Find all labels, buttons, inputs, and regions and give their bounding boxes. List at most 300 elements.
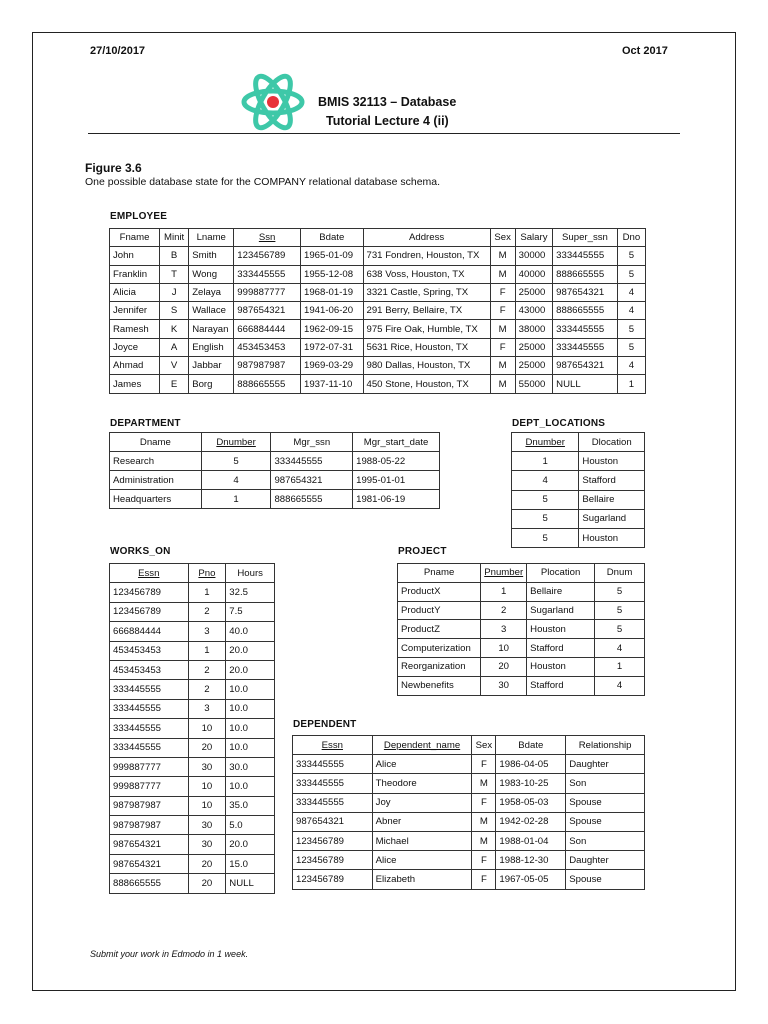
table-cell: F [490,302,515,320]
table-cell: Houston [527,620,595,639]
table-cell: 1 [188,641,226,660]
table-cell: Stafford [527,676,595,695]
table-row [110,835,275,854]
course-title: BMIS 32113 – Database [318,95,457,109]
column-header [110,229,160,247]
table-cell: Abner [372,812,472,831]
table-cell: 999887777 [234,283,301,301]
table-cell: 987654321 [553,283,618,301]
table-row [398,639,645,658]
table-row [110,874,275,893]
table-cell: Ramesh [110,320,160,338]
table-cell: 291 Berry, Bellaire, TX [363,302,490,320]
table-cell: 123456789 [293,870,373,889]
table-cell: Son [566,831,645,850]
column-header [363,229,490,247]
column-header-label: Ssn [258,232,276,244]
table-cell: Daughter [566,755,645,774]
table-cell: Michael [372,831,472,850]
table-cell: 1986-04-05 [496,755,566,774]
table-cell: Reorganization [398,657,481,676]
table-cell: 30.0 [226,757,275,776]
table-cell: 888665555 [110,874,189,893]
table-row [293,870,645,889]
table-cell: 450 Stone, Houston, TX [363,375,490,393]
table-row [512,490,645,509]
table-cell: 987654321 [110,854,189,873]
column-header-label: Pnumber [484,567,524,579]
table-cell: 30 [188,757,226,776]
table-cell: 1995-01-01 [353,471,440,490]
works-on-table-name: WORKS_ON [110,546,171,557]
table-row [512,509,645,528]
column-header [553,229,618,247]
table-cell: 5 [512,490,579,509]
column-header [515,229,553,247]
column-header [372,736,472,755]
table-cell: 1988-05-22 [353,452,440,471]
table-cell: 3 [188,622,226,641]
table-cell: 5 [512,528,579,547]
table-cell: F [472,793,496,812]
table-cell: 987654321 [110,835,189,854]
table-cell: Joyce [110,338,160,356]
table-cell: Jennifer [110,302,160,320]
column-header-label: Sex [475,739,493,751]
table-cell: 333445555 [110,738,189,757]
table-cell: 888665555 [271,490,353,509]
table-cell: 30 [481,676,527,695]
table-cell: 5.0 [226,816,275,835]
table-cell: 333445555 [293,793,373,812]
table-cell: 5 [512,509,579,528]
table-cell: M [490,265,515,283]
table-cell: M [472,831,496,850]
dept-locations-table [511,432,645,548]
table-cell: 5 [617,247,645,265]
table-cell: 987987987 [110,816,189,835]
table-row [110,375,646,393]
table-cell: 10 [188,719,226,738]
table-row [110,719,275,738]
table-cell: Spouse [566,812,645,831]
table-row [110,680,275,699]
table-cell: Alice [372,851,472,870]
employee-header-row [110,229,646,247]
table-cell: 1 [595,657,645,676]
table-cell: M [490,375,515,393]
works-on-table [109,563,275,894]
table-cell: Research [110,452,202,471]
column-header-label: Salary [520,232,548,244]
column-header-label: Sex [494,232,511,244]
table-cell: 333445555 [293,774,373,793]
header-rule [88,133,680,134]
table-cell: 55000 [515,375,553,393]
table-row [110,471,440,490]
table-cell: 32.5 [226,583,275,602]
table-cell: 999887777 [110,777,189,796]
table-row [110,854,275,873]
table-cell: F [472,870,496,889]
table-cell: 30 [188,835,226,854]
table-cell: 333445555 [110,680,189,699]
column-header [579,433,645,452]
department-header-row [110,433,440,452]
column-header-label: Dnumber [216,436,256,448]
table-cell: 4 [617,302,645,320]
table-cell: 453453453 [234,338,301,356]
table-cell: 20 [188,874,226,893]
table-cell: M [490,320,515,338]
table-row [512,452,645,471]
table-row [110,622,275,641]
table-cell: 10.0 [226,777,275,796]
table-cell: 1 [512,452,579,471]
table-cell: 333445555 [271,452,353,471]
table-cell: 1988-12-30 [496,851,566,870]
table-cell: 5 [201,452,271,471]
table-row [293,851,645,870]
table-cell: Sugarland [579,509,645,528]
table-cell: 987654321 [271,471,353,490]
table-row [110,660,275,679]
column-header [201,433,271,452]
table-cell: 453453453 [110,641,189,660]
table-cell: 30000 [515,247,553,265]
column-header [472,736,496,755]
table-cell: James [110,375,160,393]
table-cell: 35.0 [226,796,275,815]
column-header [189,229,234,247]
table-cell: 1969-03-29 [300,357,363,375]
table-cell: E [160,375,189,393]
column-header [110,433,202,452]
table-row [110,357,646,375]
column-header-label: Plocation [540,567,581,579]
table-row [293,793,645,812]
column-header-label: Dname [139,436,171,448]
column-header-label: Dnumber [525,436,565,448]
column-header [353,433,440,452]
column-header [490,229,515,247]
column-header-label: Mgr_start_date [363,436,429,448]
figure-caption: One possible database state for the COMPANY relational database schema. [85,176,441,188]
table-cell: Houston [579,452,645,471]
column-header-label: Hours [237,567,263,579]
table-cell: 5 [617,320,645,338]
table-cell: 123456789 [293,831,373,850]
column-header-label: Essn [138,567,160,579]
table-cell: Newbenefits [398,676,481,695]
column-header-label: Super_ssn [562,232,608,244]
table-cell: 1983-10-25 [496,774,566,793]
table-cell: A [160,338,189,356]
table-cell: 10 [188,796,226,815]
table-cell: 5 [617,338,645,356]
table-row [110,283,646,301]
table-cell: 7.5 [226,602,275,621]
dependent-header-row [293,736,645,755]
table-cell: 975 Fire Oak, Humble, TX [363,320,490,338]
project-table-name: PROJECT [398,546,447,557]
table-cell: Narayan [189,320,234,338]
table-row [293,812,645,831]
table-cell: 20 [481,657,527,676]
table-cell: 987987987 [234,357,301,375]
table-cell: 1 [481,582,527,601]
table-cell: 2 [188,680,226,699]
table-cell: 1937-11-10 [300,375,363,393]
dept-locations-header-row [512,433,645,452]
column-header [188,564,226,583]
table-row [110,757,275,776]
table-cell: J [160,283,189,301]
table-cell: 2 [481,601,527,620]
table-cell: 1968-01-19 [300,283,363,301]
table-cell: 20 [188,738,226,757]
table-cell: 980 Dallas, Houston, TX [363,357,490,375]
table-cell: Alicia [110,283,160,301]
table-row [398,601,645,620]
table-cell: 25000 [515,357,553,375]
column-header-label: Pno [198,567,216,579]
column-header [496,736,566,755]
table-row [110,247,646,265]
column-header-label: Dlocation [591,436,632,448]
table-cell: 4 [617,283,645,301]
table-cell: NULL [553,375,618,393]
table-row [110,302,646,320]
table-cell: F [472,851,496,870]
table-cell: 1 [201,490,271,509]
table-cell: 1955-12-08 [300,265,363,283]
table-cell: 1 [617,375,645,393]
table-cell: Administration [110,471,202,490]
figure-title: Figure 3.6 [85,161,142,175]
table-cell: 888665555 [553,302,618,320]
table-cell: 20 [188,854,226,873]
table-cell: F [490,338,515,356]
table-cell: 4 [617,357,645,375]
table-cell: 10.0 [226,699,275,718]
table-row [110,320,646,338]
table-cell: V [160,357,189,375]
table-cell: Houston [527,657,595,676]
table-cell: 123456789 [293,851,373,870]
column-header-label: Bdate [518,739,544,751]
department-table-name: DEPARTMENT [110,418,181,429]
table-row [110,738,275,757]
table-cell: 333445555 [293,755,373,774]
table-row [398,582,645,601]
table-cell: 5 [617,265,645,283]
column-header-label: Essn [321,739,343,751]
table-cell: 10.0 [226,680,275,699]
column-header [595,564,645,583]
table-cell: Spouse [566,870,645,889]
table-cell: Sugarland [527,601,595,620]
table-row [110,452,440,471]
table-cell: 1988-01-04 [496,831,566,850]
column-header-label: Pname [423,567,455,579]
table-row [398,657,645,676]
column-header [527,564,595,583]
table-cell: 2 [188,602,226,621]
table-row [293,774,645,793]
column-header [160,229,189,247]
table-cell: M [472,812,496,831]
table-cell: Franklin [110,265,160,283]
table-cell: 123456789 [234,247,301,265]
column-header [293,736,373,755]
table-cell: 3 [188,699,226,718]
column-header-label: Relationship [578,739,632,751]
table-cell: 10 [188,777,226,796]
table-cell: Stafford [527,639,595,658]
table-cell: 5631 Rice, Houston, TX [363,338,490,356]
table-cell: Zelaya [189,283,234,301]
column-header [271,433,353,452]
table-cell: 987654321 [234,302,301,320]
table-cell: 888665555 [234,375,301,393]
table-cell: 453453453 [110,660,189,679]
column-header [566,736,645,755]
table-cell: 638 Voss, Houston, TX [363,265,490,283]
table-cell: 5 [595,601,645,620]
table-row [398,620,645,639]
table-cell: K [160,320,189,338]
tutorial-subtitle: Tutorial Lecture 4 (ii) [326,114,449,128]
column-header [512,433,579,452]
dept-locations-table-name: DEPT_LOCATIONS [512,418,606,429]
table-cell: Alice [372,755,472,774]
employee-table [109,228,646,394]
table-cell: John [110,247,160,265]
table-cell: Elizabeth [372,870,472,889]
dependent-table [292,735,645,890]
column-header-label: Dno [622,232,641,244]
table-cell: 333445555 [234,265,301,283]
table-row [110,796,275,815]
table-cell: 333445555 [110,699,189,718]
table-cell: Ahmad [110,357,160,375]
table-row [512,471,645,490]
table-cell: 123456789 [110,583,189,602]
table-cell: 3 [481,620,527,639]
table-row [110,265,646,283]
header-date-left: 27/10/2017 [90,45,146,57]
table-cell: Houston [579,528,645,547]
table-cell: 1962-09-15 [300,320,363,338]
table-cell: M [490,357,515,375]
column-header [234,229,301,247]
table-cell: M [490,247,515,265]
table-row [512,528,645,547]
table-cell: Jabbar [189,357,234,375]
table-cell: Daughter [566,851,645,870]
table-cell: B [160,247,189,265]
table-row [110,602,275,621]
table-cell: 1942-02-28 [496,812,566,831]
table-cell: 1981-06-19 [353,490,440,509]
table-cell: 1972-07-31 [300,338,363,356]
project-header-row [398,564,645,583]
table-cell: ProductY [398,601,481,620]
table-cell: 123456789 [110,602,189,621]
column-header-label: Fname [119,232,150,244]
table-row [110,699,275,718]
table-cell: 333445555 [110,719,189,738]
table-cell: 987987987 [110,796,189,815]
table-cell: 20.0 [226,835,275,854]
table-cell: 15.0 [226,854,275,873]
table-cell: NULL [226,874,275,893]
table-cell: 25000 [515,338,553,356]
column-header [398,564,481,583]
header-date-right: Oct 2017 [622,45,668,57]
table-cell: M [472,774,496,793]
table-cell: 1965-01-09 [300,247,363,265]
table-row [110,583,275,602]
column-header-label: Minit [163,232,185,244]
table-cell: Headquarters [110,490,202,509]
table-cell: ProductZ [398,620,481,639]
department-table [109,432,440,509]
table-row [110,490,440,509]
table-cell: Bellaire [579,490,645,509]
column-header-label: Address [408,232,445,244]
column-header [617,229,645,247]
table-cell: 38000 [515,320,553,338]
atom-logo-icon [240,70,306,134]
table-row [110,777,275,796]
table-cell: 987654321 [293,812,373,831]
table-cell: 1941-06-20 [300,302,363,320]
table-cell: 888665555 [553,265,618,283]
table-cell: 10 [481,639,527,658]
works-on-header-row [110,564,275,583]
column-header [110,564,189,583]
column-header-label: Bdate [319,232,345,244]
column-header-label: Dependent_name [383,739,461,751]
table-cell: 4 [201,471,271,490]
table-cell: 666884444 [234,320,301,338]
table-cell: English [189,338,234,356]
table-cell: 333445555 [553,338,618,356]
table-cell: 333445555 [553,320,618,338]
table-cell: 40.0 [226,622,275,641]
table-cell: 30 [188,816,226,835]
table-cell: 2 [188,660,226,679]
employee-table-name: EMPLOYEE [110,211,168,222]
dependent-table-name: DEPENDENT [293,719,357,730]
table-cell: 20.0 [226,641,275,660]
table-cell: 4 [595,676,645,695]
table-cell: 987654321 [553,357,618,375]
table-cell: Borg [189,375,234,393]
column-header [226,564,275,583]
table-cell: 5 [595,582,645,601]
table-cell: 731 Fondren, Houston, TX [363,247,490,265]
column-header [481,564,527,583]
table-row [110,816,275,835]
table-row [110,338,646,356]
project-table [397,563,645,696]
table-cell: Wallace [189,302,234,320]
table-cell: 43000 [515,302,553,320]
table-cell: Bellaire [527,582,595,601]
